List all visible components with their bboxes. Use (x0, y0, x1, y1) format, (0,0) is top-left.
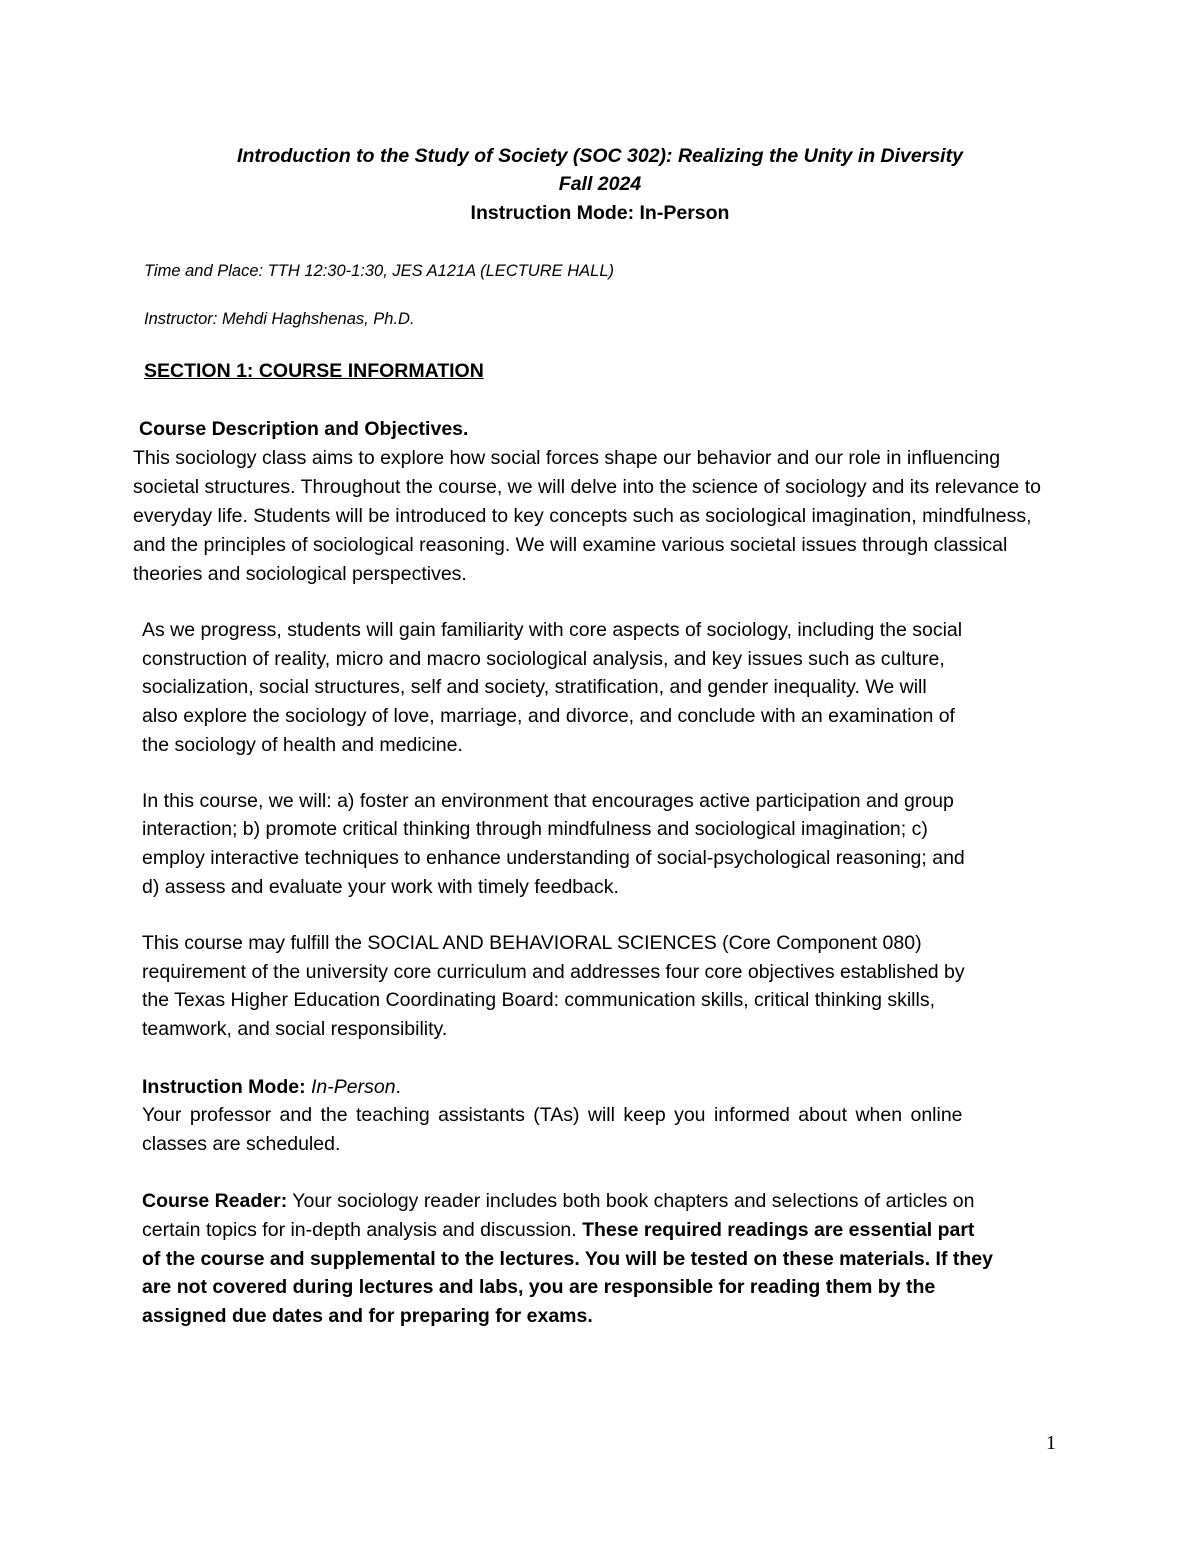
paragraph-2-line: construction of reality, micro and macro sociological analysis, and key issues such as culture, (142, 648, 945, 670)
course-reader-line (142, 1216, 974, 1245)
course-reader-label: Course Reader: (142, 1190, 288, 1212)
section-1-heading: SECTION 1: COURSE INFORMATION (144, 360, 484, 382)
instructor-value: Mehdi Haghshenas, Ph.D. (217, 310, 415, 328)
paragraph-4-line: This course may fulfill the SOCIAL AND BEHAVIORAL SCIENCES (Core Component 080) (142, 932, 922, 954)
page-number: 1 (1046, 1432, 1056, 1454)
time-place-label: Time and Place (144, 262, 259, 280)
course-reader-text: Your sociology reader includes both book chapters and selections of articles on (287, 1190, 975, 1212)
instruction-mode-text-line: classes are scheduled. (142, 1133, 341, 1155)
paragraph-1-line: and the principles of sociological reasoning. We will examine various societal issues through classical (133, 534, 1008, 556)
instruction-mode-text-line: Your professor and the teaching assistants (TAs) will keep you informed about when online (142, 1104, 963, 1126)
course-description-heading: Course Description and Objectives. (139, 418, 469, 440)
paragraph-4-line: requirement of the university core curriculum and addresses four core objectives established by (142, 961, 965, 983)
time-place (144, 257, 614, 286)
paragraph-1-line: societal structures. Throughout the course, we will delve into the science of sociology and its relevance to (133, 476, 1041, 498)
time-place-value: : TTH 12:30-1:30, JES A121A (LECTURE HALL) (258, 262, 614, 280)
instructor (144, 305, 415, 334)
paragraph-3-line: d) assess and evaluate your work with timely feedback. (142, 876, 619, 898)
paragraph-3-line: employ interactive techniques to enhance understanding of social-psychological reasoning; and (142, 847, 965, 869)
instructor-label: Instructor: (144, 310, 218, 328)
paragraph-4-line: the Texas Higher Education Coordinating Board: communication skills, critical thinking skills, (142, 989, 936, 1011)
paragraph-4-line: teamwork, and social responsibility. (142, 1018, 448, 1040)
paragraph-2-line: socialization, social structures, self and society, stratification, and gender inequality. We will (142, 676, 927, 698)
course-title: Introduction to the Study of Society (SOC 302): Realizing the Unity in Diversity (237, 145, 963, 167)
instruction-mode-value: In-Person (311, 1076, 396, 1098)
instruction-mode-label: Instruction Mode: (142, 1076, 306, 1098)
course-reader-text: certain topics for in-depth analysis and discussion. (142, 1219, 583, 1241)
course-reader-bold-line: are not covered during lectures and labs, you are responsible for reading them by the (142, 1276, 936, 1298)
course-reader-bold-line: assigned due dates and for preparing for exams. (142, 1305, 593, 1327)
course-reader-line (142, 1187, 974, 1216)
instruction-mode-line (142, 1073, 401, 1102)
paragraph-2-line: also explore the sociology of love, marriage, and divorce, and conclude with an examination of (142, 705, 955, 727)
paragraph-1-line: everyday life. Students will be introduced to key concepts such as sociological imagination, mindfulness, (133, 505, 1032, 527)
paragraph-1-line: theories and sociological perspectives. (133, 563, 467, 585)
paragraph-1-line: This sociology class aims to explore how social forces shape our behavior and our role in influencing (133, 447, 1001, 469)
paragraph-2-line: As we progress, students will gain familiarity with core aspects of sociology, including the social (142, 619, 963, 641)
paragraph-3-line: interaction; b) promote critical thinking through mindfulness and sociological imagination; c) (142, 818, 928, 840)
course-reader-bold-line: of the course and supplemental to the lectures. You will be tested on these materials. If they (142, 1248, 993, 1270)
paragraph-2-line: the sociology of health and medicine. (142, 734, 463, 756)
instruction-mode-heading: Instruction Mode: In-Person (470, 202, 730, 224)
paragraph-3-line: In this course, we will: a) foster an environment that encourages active participation and group (142, 790, 954, 812)
course-term: Fall 2024 (558, 173, 642, 195)
instruction-mode-period: . (395, 1076, 401, 1098)
course-reader-bold-text: These required readings are essential part (582, 1219, 975, 1241)
